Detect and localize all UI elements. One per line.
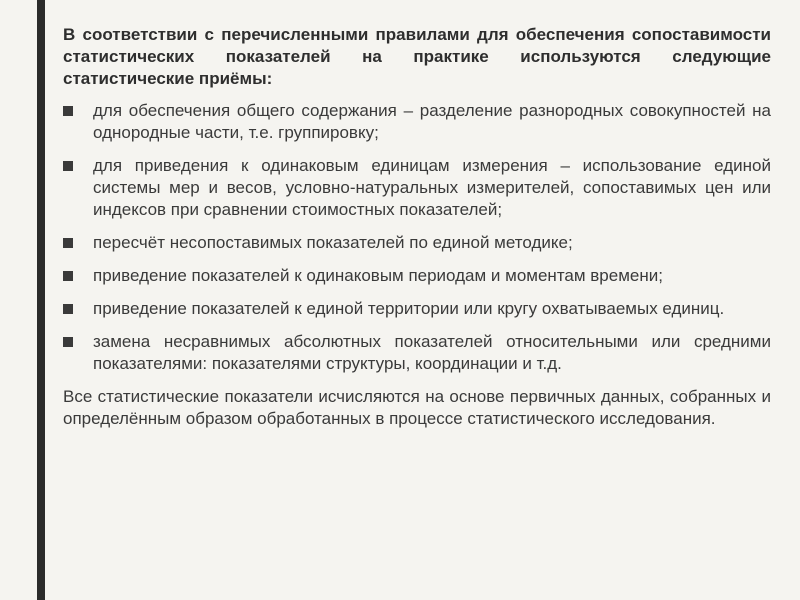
list-item-text: для обеспечения общего содержания – разделение разнородных совокупностей на однородные части, т.е. группировку;	[93, 101, 771, 142]
bullet-list	[63, 100, 771, 375]
left-accent-bar	[37, 0, 45, 600]
list-item	[63, 331, 771, 375]
square-bullet-icon	[63, 337, 73, 347]
square-bullet-icon	[63, 238, 73, 248]
list-item	[63, 298, 771, 320]
list-item-text: приведение показателей к единой территории или кругу охватываемых единиц.	[93, 299, 725, 318]
slide-content	[63, 24, 771, 430]
list-item-text: приведение показателей к одинаковым периодам и моментам времени;	[93, 266, 663, 285]
list-item	[63, 155, 771, 221]
list-item	[63, 232, 771, 254]
list-item-text: пересчёт несопоставимых показателей по единой методике;	[93, 233, 573, 252]
slide-heading: В соответствии с перечисленными правилами для обеспечения сопоставимости статистических показателей на практике используются следующие статистические приёмы:	[63, 25, 771, 88]
list-item-text: для приведения к одинаковым единицам измерения – использование единой системы мер и весов, условно-натуральных измерителей, сопоставимых цен или индексов при сравнении стоимостных показателей;	[93, 156, 771, 219]
list-item	[63, 100, 771, 144]
square-bullet-icon	[63, 161, 73, 171]
list-item	[63, 265, 771, 287]
closing-paragraph: Все статистические показатели исчисляются на основе первичных данных, собранных и определённым образом обработанных в процессе статистического исследования.	[63, 387, 771, 428]
square-bullet-icon	[63, 271, 73, 281]
square-bullet-icon	[63, 304, 73, 314]
list-item-text: замена несравнимых абсолютных показателей относительными или средними показателями: показателями структуры, координации и т.д.	[93, 332, 771, 373]
square-bullet-icon	[63, 106, 73, 116]
